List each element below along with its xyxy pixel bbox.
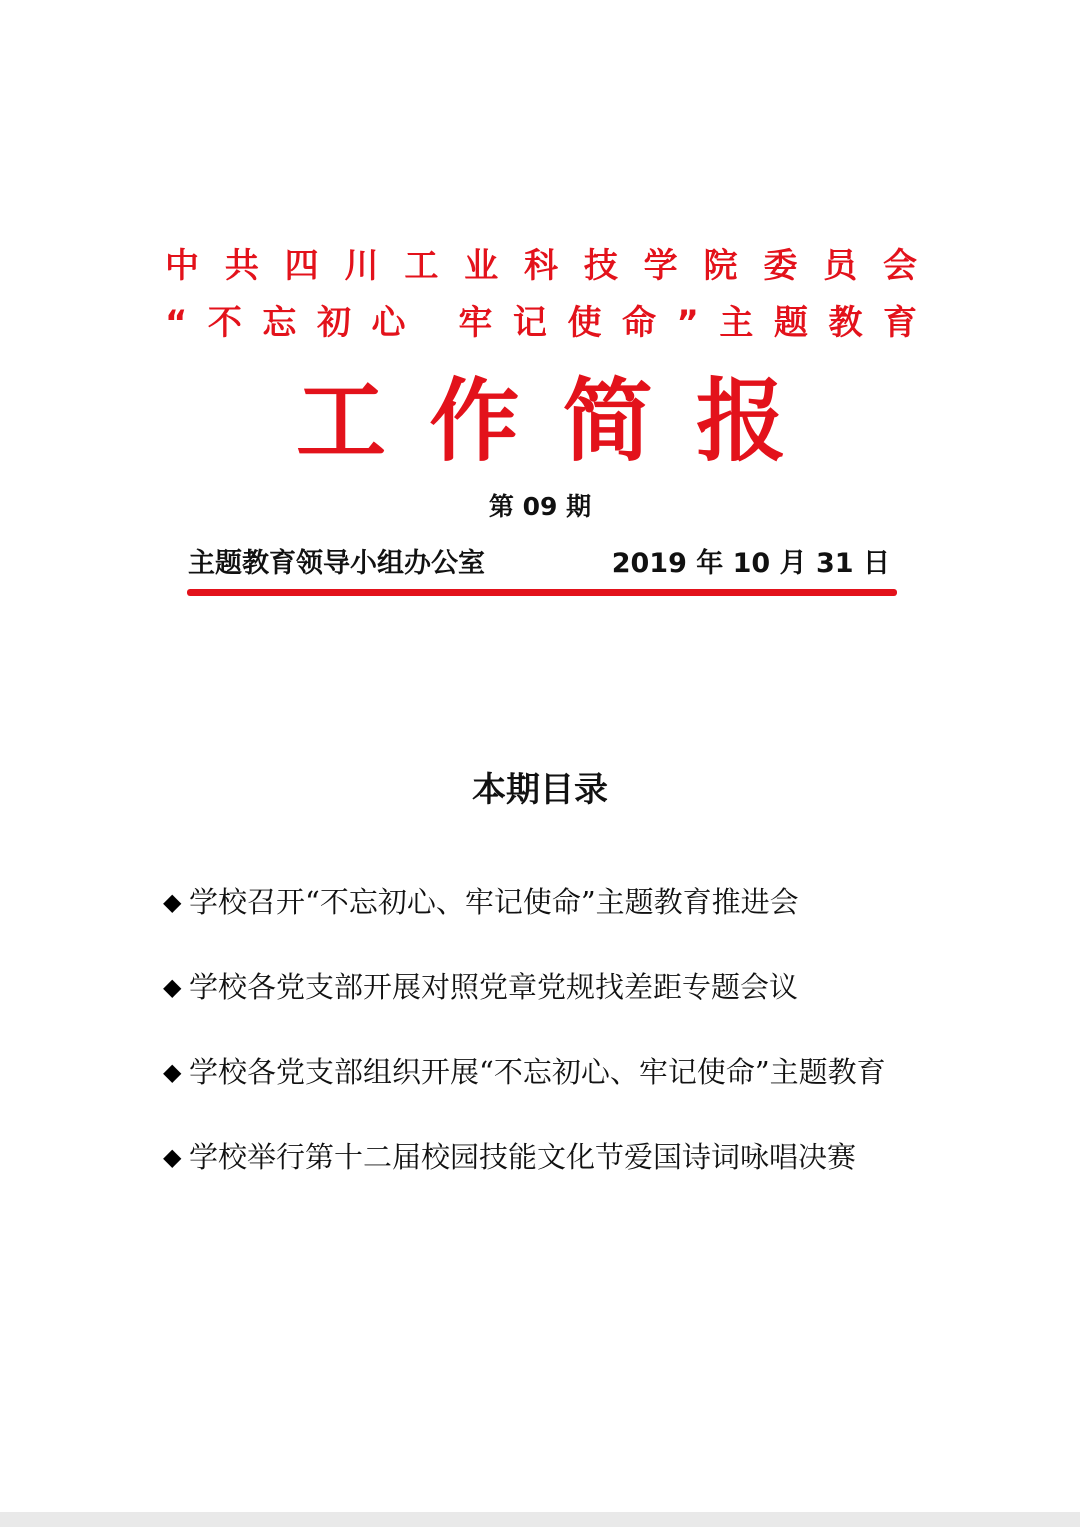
diamond-bullet-icon: ◆ <box>163 973 182 1001</box>
diamond-bullet-icon: ◆ <box>163 1143 182 1171</box>
red-divider-line <box>187 589 897 596</box>
toc-title: 本期目录 <box>472 770 608 810</box>
header-theme: “不忘初心 牢记使命”主题教育 <box>165 303 917 343</box>
diamond-bullet-icon: ◆ <box>163 888 182 916</box>
page-bottom-edge <box>0 1512 1080 1527</box>
header-organization: 中共四川工业科技学院委员会 <box>165 246 917 286</box>
toc-item-text: 学校各党支部开展对照党章党规找差距专题会议 <box>189 970 799 1004</box>
issuing-office: 主题教育领导小组办公室 <box>188 548 485 579</box>
issue-number: 第 09 期 <box>488 492 592 521</box>
toc-item <box>163 878 943 963</box>
toc-list <box>163 878 943 1218</box>
toc-item <box>163 1133 943 1218</box>
toc-item <box>163 963 943 1048</box>
document-title: 工作简报 <box>296 369 786 474</box>
toc-item-text: 学校各党支部组织开展“不忘初心、牢记使命”主题教育 <box>189 1055 886 1089</box>
toc-item <box>163 1048 943 1133</box>
toc-item-text: 学校召开“不忘初心、牢记使命”主题教育推进会 <box>189 885 799 919</box>
diamond-bullet-icon: ◆ <box>163 1058 182 1086</box>
issue-date: 2019 年 10 月 31 日 <box>611 548 890 579</box>
toc-item-text: 学校举行第十二届校园技能文化节爱国诗词咏唱决赛 <box>189 1140 857 1174</box>
